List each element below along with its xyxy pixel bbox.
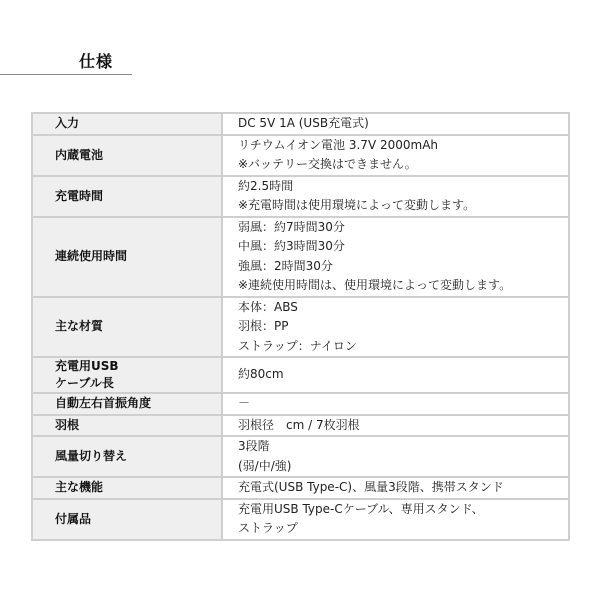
spec-label: 付属品 (55, 511, 92, 526)
spec-row (32, 499, 569, 540)
spec-row (32, 477, 569, 499)
spec-value-line: 約2.5時間 (238, 178, 294, 193)
spec-row (32, 436, 569, 477)
spec-value-cell (222, 415, 569, 437)
spec-value-line: DC 5V 1A (USB充電式) (238, 116, 369, 130)
spec-value-line: － (238, 396, 251, 410)
spec-table-body (32, 113, 569, 540)
spec-row (32, 217, 569, 297)
spec-value-line: 弱風：約7時間30分 (238, 219, 345, 234)
spec-label: 入力 (55, 116, 80, 131)
spec-value-cell (222, 499, 569, 540)
spec-label: 風量切り替え (55, 449, 128, 463)
spec-row (32, 113, 569, 135)
spec-value-line: 中風：約3時間30分 (238, 239, 345, 253)
spec-value-line: 3段階 (238, 439, 270, 453)
spec-label-cell (32, 415, 222, 437)
spec-value-line: ※バッテリー交換はできません。 (238, 157, 417, 171)
spec-label-cell (32, 477, 222, 499)
spec-value-line: 充電式(USB Type-C)、風量3段階、携帯スタンド (238, 480, 504, 494)
spec-value-line: ※連続使用時間は、使用環境によって変動します。 (238, 278, 512, 292)
spec-label: 内蔵電池 (55, 147, 104, 162)
spec-value-cell (222, 393, 569, 415)
spec-value-line: 充電用USB Type-Cケーブル、専用スタンド、 (238, 501, 484, 516)
spec-value-cell (222, 297, 569, 358)
spec-value-line: 羽根径 cm / 7枚羽根 (238, 417, 360, 432)
spec-value-line: リチウムイオン電池 3.7V 2000mAh (238, 137, 439, 152)
spec-table (31, 112, 570, 541)
spec-value-cell (222, 217, 569, 297)
spec-value-cell (222, 436, 569, 477)
spec-label-cell (32, 217, 222, 297)
spec-row (32, 297, 569, 358)
spec-value-line: 本体：ABS (238, 299, 298, 314)
spec-row (32, 357, 569, 393)
spec-label-cell (32, 113, 222, 135)
spec-label-cell (32, 176, 222, 217)
spec-value-cell (222, 357, 569, 393)
spec-value-line: ※充電時間は使用環境によって変動します。 (238, 198, 476, 212)
spec-row (32, 135, 569, 176)
spec-label-cell (32, 135, 222, 176)
spec-row (32, 393, 569, 415)
spec-row (32, 176, 569, 217)
spec-label: 主な機能 (55, 480, 104, 495)
spec-value-line: 約80cm (238, 367, 284, 382)
section-title-underline (0, 74, 132, 75)
spec-value-cell (222, 135, 569, 176)
spec-label: 充電時間 (55, 188, 104, 203)
spec-value-cell (222, 477, 569, 499)
spec-value-line: ストラップ：ナイロン (238, 338, 357, 353)
spec-row (32, 415, 569, 437)
spec-value-line: (弱/中/強) (238, 458, 292, 473)
spec-label: ケーブル長 (55, 376, 114, 390)
spec-label-cell (32, 393, 222, 415)
spec-label: 主な材質 (55, 319, 104, 334)
spec-value-line: 羽根：PP (238, 319, 289, 333)
spec-label: 羽根 (55, 417, 80, 432)
spec-label: 自動左右首振角度 (55, 396, 152, 411)
spec-label-cell (32, 357, 222, 393)
spec-label: 連続使用時間 (55, 249, 128, 263)
spec-value-line: 強風：2時間30分 (238, 258, 333, 273)
spec-label: 充電用USB (55, 359, 119, 373)
section-title: 仕様 (79, 52, 114, 71)
spec-value-cell (222, 113, 569, 135)
spec-label-cell (32, 297, 222, 358)
spec-value-line: ストラップ (238, 521, 298, 535)
spec-label-cell (32, 499, 222, 540)
spec-value-cell (222, 176, 569, 217)
spec-label-cell (32, 436, 222, 477)
